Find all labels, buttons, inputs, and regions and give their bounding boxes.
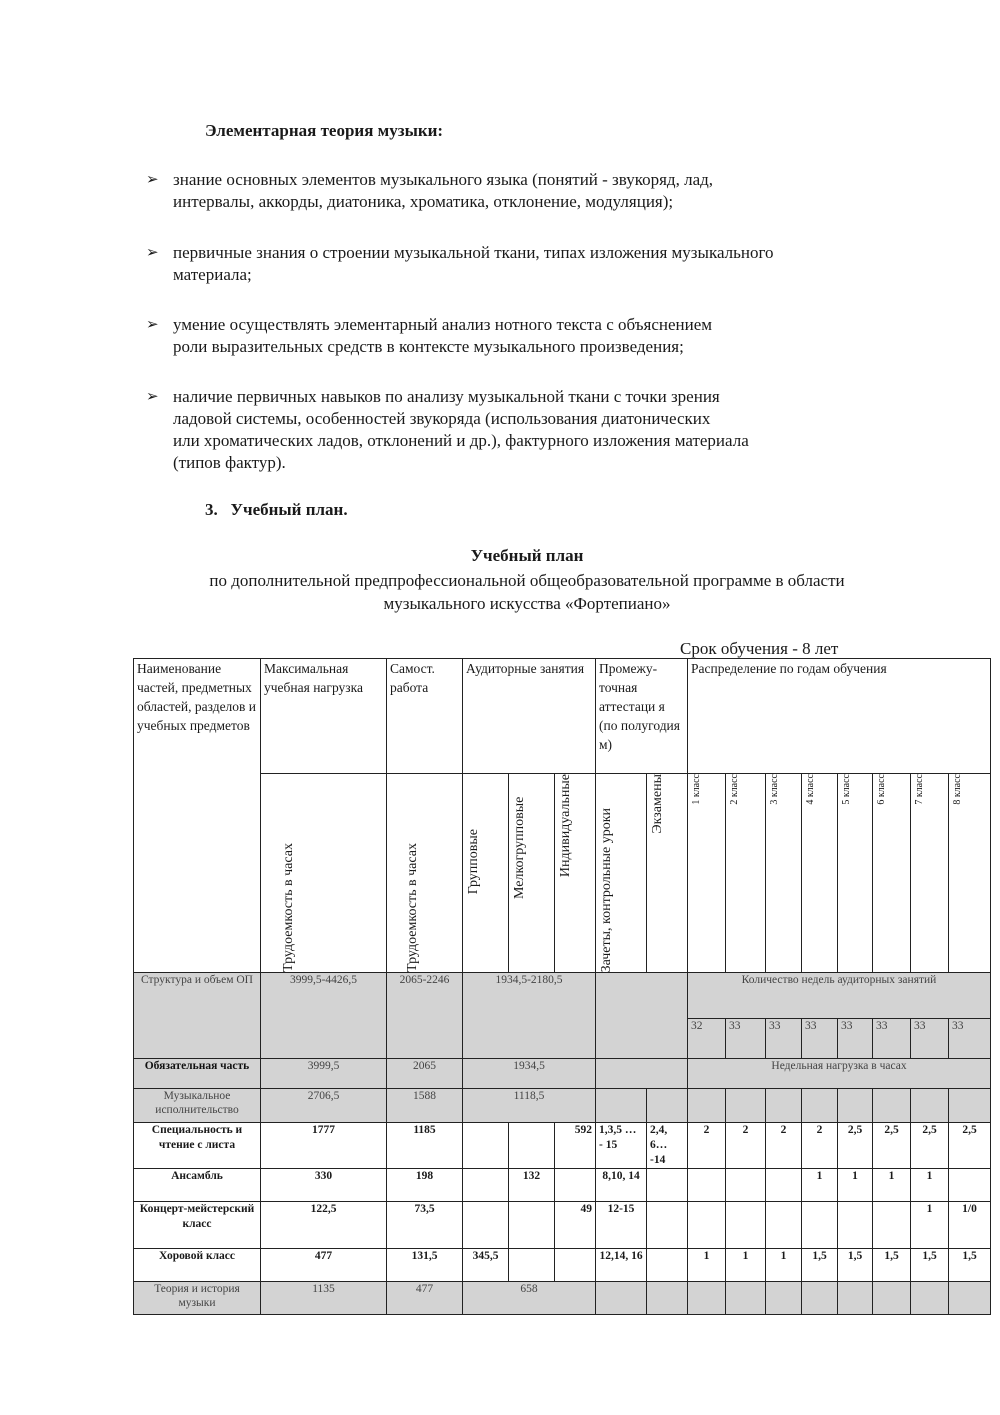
cell-max-load: 3999,5	[261, 1059, 387, 1089]
cell-empty	[596, 1282, 647, 1315]
weeks-grade-3: 33	[766, 1019, 802, 1059]
cell-grade-2: 2	[726, 1123, 766, 1169]
cell-grade-7: 1	[911, 1202, 949, 1249]
cell-grade-1: 1	[688, 1249, 726, 1282]
header-name: Наименование частей, предметных областей, разделов и учебных предметов	[134, 659, 261, 973]
performance-row	[134, 1089, 991, 1123]
cell-grade-3	[766, 1169, 802, 1202]
cell-grade-1	[688, 1202, 726, 1249]
cell-grade-3	[766, 1202, 802, 1249]
cell-individual: 592	[555, 1123, 596, 1169]
plan-title: Учебный план	[470, 546, 584, 565]
numbered-heading: 3. Учебный план.	[205, 500, 348, 519]
cell-empty	[802, 1089, 838, 1123]
weeks-grade-2: 33	[726, 1019, 766, 1059]
cell-small-group	[509, 1202, 555, 1249]
header-distribution: Распределение по годам обучения	[688, 659, 991, 774]
cell-classroom: 1934,5	[463, 1059, 596, 1089]
cell-grade-8	[949, 1169, 991, 1202]
subject-row	[134, 1249, 991, 1282]
cell-empty	[766, 1089, 802, 1123]
header-max-load: Максимальная учебная нагрузка	[261, 659, 387, 774]
plan-subtitle-2: музыкального искусства «Фортепиано»	[383, 594, 671, 613]
cell-empty	[802, 1282, 838, 1315]
cell-empty	[647, 1089, 688, 1123]
weeks-grade-1: 32	[688, 1019, 726, 1059]
cell-empty	[949, 1089, 991, 1123]
cell-name: Концерт-мейстерский класс	[134, 1202, 261, 1249]
cell-grade-2	[726, 1202, 766, 1249]
cell-grade-5: 1	[838, 1169, 873, 1202]
cell-empty	[688, 1282, 726, 1315]
header-individual: Индивидуальные	[558, 774, 573, 878]
cell-max-load: 1135	[261, 1282, 387, 1315]
cell-empty	[726, 1282, 766, 1315]
weeks-grade-5: 33	[838, 1019, 873, 1059]
cell-empty	[838, 1282, 873, 1315]
cell-name: Ансамбль	[134, 1169, 261, 1202]
cell-max-load: 1777	[261, 1123, 387, 1169]
cell-grade-3: 1	[766, 1249, 802, 1282]
bullet-arrow-icon: ➢	[146, 317, 159, 333]
cell-exams	[647, 1249, 688, 1282]
weeks-grade-4: 33	[802, 1019, 838, 1059]
header-group: Групповые	[466, 829, 481, 895]
bullet-line: материала;	[173, 265, 252, 284]
cell-grade-8: 2,5	[949, 1123, 991, 1169]
cell-group: 345,5	[463, 1249, 509, 1282]
cell-empty	[647, 1282, 688, 1315]
cell-small-group	[509, 1123, 555, 1169]
bullet-line: наличие первичных навыков по анализу музыкальной ткани с точки зрения	[173, 387, 720, 406]
cell-individual	[555, 1169, 596, 1202]
cell-empty	[911, 1282, 949, 1315]
bullet-line: знание основных элементов музыкального языка (понятий - звукоряд, лад,	[173, 170, 714, 189]
cell-name: Музыкальное исполнительство	[134, 1089, 261, 1123]
cell-grade-4	[802, 1202, 838, 1249]
header-max-load-sub: Трудоемкость в часах	[281, 843, 296, 972]
bullet-arrow-icon: ➢	[146, 389, 159, 405]
cell-exams: 2,4, 6… -14	[647, 1123, 688, 1169]
cell-self-work: 131,5	[387, 1249, 463, 1282]
cell-grade-1	[688, 1169, 726, 1202]
cell-max-load: 122,5	[261, 1202, 387, 1249]
bullet-item-1	[173, 169, 713, 213]
bullet-line: первичные знания о строении музыкальной ткани, типах изложения музыкального	[173, 243, 774, 262]
cell-self-work: 477	[387, 1282, 463, 1315]
cell-name: Теория и история музыки	[134, 1282, 261, 1315]
cell-grade-6: 1,5	[873, 1249, 911, 1282]
cell-exams	[647, 1202, 688, 1249]
cell-grade-7: 2,5	[911, 1123, 949, 1169]
cell-max-load: 330	[261, 1169, 387, 1202]
header-attestation: Промежу-точная аттестаци я (по полугодия м)	[596, 659, 688, 774]
cell-grade-4: 2	[802, 1123, 838, 1169]
curriculum-table	[133, 658, 991, 1315]
cell-self-work: 1185	[387, 1123, 463, 1169]
mandatory-row	[134, 1059, 991, 1089]
cell-credits: 12-15	[596, 1202, 647, 1249]
bullet-line: (типов фактур).	[173, 453, 286, 472]
subject-row	[134, 1202, 991, 1249]
cell-empty	[688, 1089, 726, 1123]
bullet-item-2	[173, 242, 774, 286]
cell-grade-3: 2	[766, 1123, 802, 1169]
header-grade-6: 6 класс	[876, 774, 887, 805]
cell-group	[463, 1123, 509, 1169]
weeks-label: Количество недель аудиторных занятий	[688, 973, 991, 1019]
cell-grade-5: 1,5	[838, 1249, 873, 1282]
cell-name: Обязательная часть	[134, 1059, 261, 1089]
cell-empty	[873, 1282, 911, 1315]
header-grade-8: 8 класс	[952, 774, 963, 805]
cell-empty	[726, 1089, 766, 1123]
bullet-line: роли выразительных средств в контексте музыкального произведения;	[173, 337, 684, 356]
cell-small-group	[509, 1249, 555, 1282]
cell-grade-6: 2,5	[873, 1123, 911, 1169]
cell-individual: 49	[555, 1202, 596, 1249]
bullet-line: ладовой системы, особенностей звукоряда (использования диатонических	[173, 409, 711, 428]
cell-empty	[596, 1089, 647, 1123]
cell-empty	[873, 1089, 911, 1123]
cell-exams	[647, 1169, 688, 1202]
cell-grade-5: 2,5	[838, 1123, 873, 1169]
header-credits: Зачеты, контрольные уроки	[599, 807, 614, 972]
cell-grade-2: 1	[726, 1249, 766, 1282]
cell-grade-8: 1,5	[949, 1249, 991, 1282]
subject-row	[134, 1123, 991, 1169]
weeks-grade-7: 33	[911, 1019, 949, 1059]
bullet-line: умение осуществлять элементарный анализ нотного текста с объяснением	[173, 315, 713, 334]
section-heading: Элементарная теория музыки:	[205, 121, 444, 140]
cell-credits: 1,3,5 … - 15	[596, 1123, 647, 1169]
weekly-load-label: Недельная нагрузка в часах	[688, 1059, 991, 1089]
header-classroom: Аудиторные занятия	[463, 659, 596, 774]
cell-classroom: 1934,5-2180,5	[463, 973, 596, 1059]
cell-self-work: 2065	[387, 1059, 463, 1089]
cell-grade-5	[838, 1202, 873, 1249]
cell-credits: 8,10, 14	[596, 1169, 647, 1202]
bullet-item-3	[173, 314, 878, 358]
header-exams: Экзамены	[650, 774, 665, 834]
cell-individual	[555, 1249, 596, 1282]
cell-empty	[596, 1059, 688, 1089]
header-self-work-sub: Трудоемкость в часах	[405, 843, 420, 972]
cell-max-load: 477	[261, 1249, 387, 1282]
weeks-grade-8: 33	[949, 1019, 991, 1059]
header-grade-5: 5 класс	[841, 774, 852, 805]
cell-grade-1: 2	[688, 1123, 726, 1169]
cell-grade-7: 1	[911, 1169, 949, 1202]
bullet-arrow-icon: ➢	[146, 245, 159, 261]
cell-grade-4: 1,5	[802, 1249, 838, 1282]
structure-row	[134, 973, 991, 1019]
cell-max-load: 3999,5-4426,5	[261, 973, 387, 1059]
cell-grade-6	[873, 1202, 911, 1249]
header-small-group: Мелкогрупповые	[512, 796, 527, 899]
weeks-grade-6: 33	[873, 1019, 911, 1059]
cell-grade-2	[726, 1169, 766, 1202]
cell-name: Хоровой класс	[134, 1249, 261, 1282]
cell-classroom: 658	[463, 1282, 596, 1315]
bullet-line: интервалы, аккорды, диатоника, хроматика, отклонение, модуляция);	[173, 192, 674, 211]
cell-name: Специальность и чтение с листа	[134, 1123, 261, 1169]
cell-empty	[911, 1089, 949, 1123]
header-grade-2: 2 класс	[729, 774, 740, 805]
cell-group	[463, 1202, 509, 1249]
bullet-line: или хроматических ладов, отклонений и др.), фактурного изложения материала	[173, 431, 749, 450]
cell-grade-8: 1/0	[949, 1202, 991, 1249]
cell-grade-6: 1	[873, 1169, 911, 1202]
header-self-work: Самост. работа	[387, 659, 463, 774]
plan-subtitle-1: по дополнительной предпрофессиональной общеобразовательной программе в области	[209, 571, 845, 590]
header-grade-3: 3 класс	[769, 774, 780, 805]
cell-classroom: 1118,5	[463, 1089, 596, 1123]
cell-group	[463, 1169, 509, 1202]
cell-self-work: 1588	[387, 1089, 463, 1123]
cell-self-work: 2065-2246	[387, 973, 463, 1059]
cell-grade-7: 1,5	[911, 1249, 949, 1282]
header-grade-4: 4 класс	[805, 774, 816, 805]
cell-credits: 12,14, 16	[596, 1249, 647, 1282]
cell-small-group: 132	[509, 1169, 555, 1202]
cell-empty	[838, 1089, 873, 1123]
cell-self-work: 198	[387, 1169, 463, 1202]
header-grade-1: 1 класс	[691, 774, 702, 805]
cell-self-work: 73,5	[387, 1202, 463, 1249]
header-grade-7: 7 класс	[914, 774, 925, 805]
cell-attestation-empty	[596, 973, 688, 1059]
cell-empty	[766, 1282, 802, 1315]
cell-empty	[949, 1282, 991, 1315]
cell-grade-4: 1	[802, 1169, 838, 1202]
bullet-arrow-icon: ➢	[146, 172, 159, 188]
bullet-item-4	[173, 386, 749, 474]
theory-row	[134, 1282, 991, 1315]
cell-max-load: 2706,5	[261, 1089, 387, 1123]
subject-row	[134, 1169, 991, 1202]
duration-label: Срок обучения - 8 лет	[680, 639, 839, 658]
cell-name: Структура и объем ОП	[134, 973, 261, 1059]
